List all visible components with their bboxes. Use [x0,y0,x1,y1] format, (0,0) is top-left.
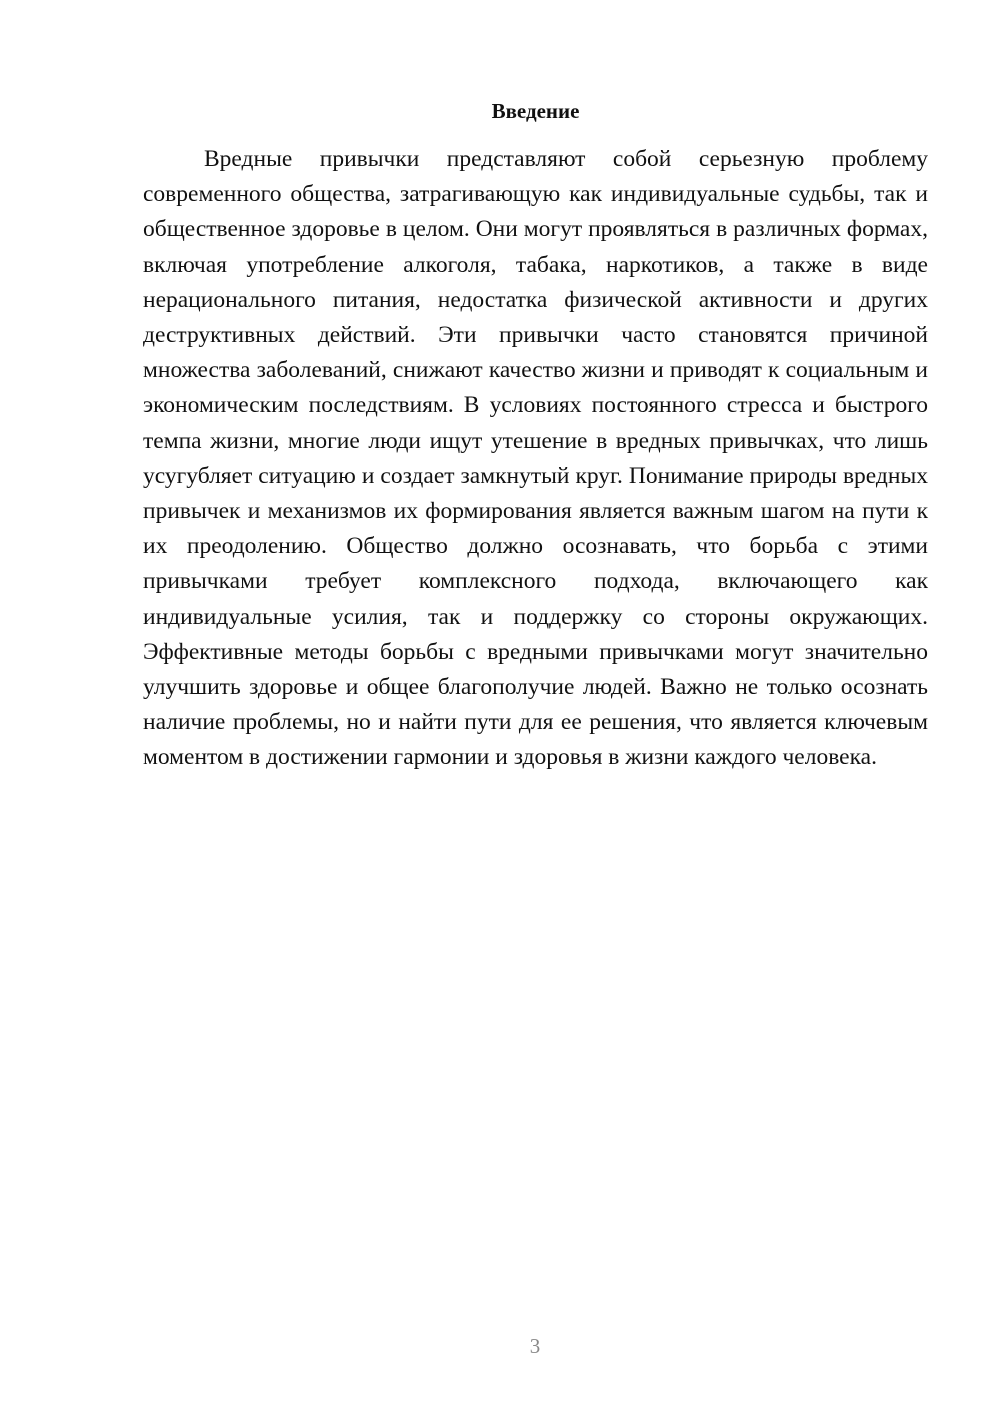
section-heading: Введение [491,99,580,123]
body-paragraph: Вредные привычки представляют собой серьезную проблему современного общества, затрагивающую как индивидуальные судьбы, так и общественное здоровье в целом. Они могут проявляться в различных формах, включая употребление алкоголя, табака, наркотиков, а также в виде нерационального питания, недостатка физической активности и других деструктивных действий. Эти привычки часто становятся причиной множества заболеваний, снижают качество жизни и приводят к социальным и экономическим последствиям. В условиях постоянного стресса и быстрого темпа жизни, многие люди ищут утешение в вредных привычках, что лишь усугубляет ситуацию и создает замкнутый круг. Понимание природы вредных привычек и механизмов их формирования является важным шагом на пути к их преодолению. Общество должно осознавать, что борьба с этими привычками требует комплексного подхода, включающего как индивидуальные усилия, так и поддержку со стороны окружающих. Эффективные методы борьбы с вредными привычками могут значительно улучшить здоровье и общее благополучие людей. Важно не только осознать наличие проблемы, но и найти пути для ее решения, что является ключевым моментом в достижении гармонии и здоровья в жизни каждого человека. [143,146,928,771]
page-number: 3 [529,1334,541,1358]
